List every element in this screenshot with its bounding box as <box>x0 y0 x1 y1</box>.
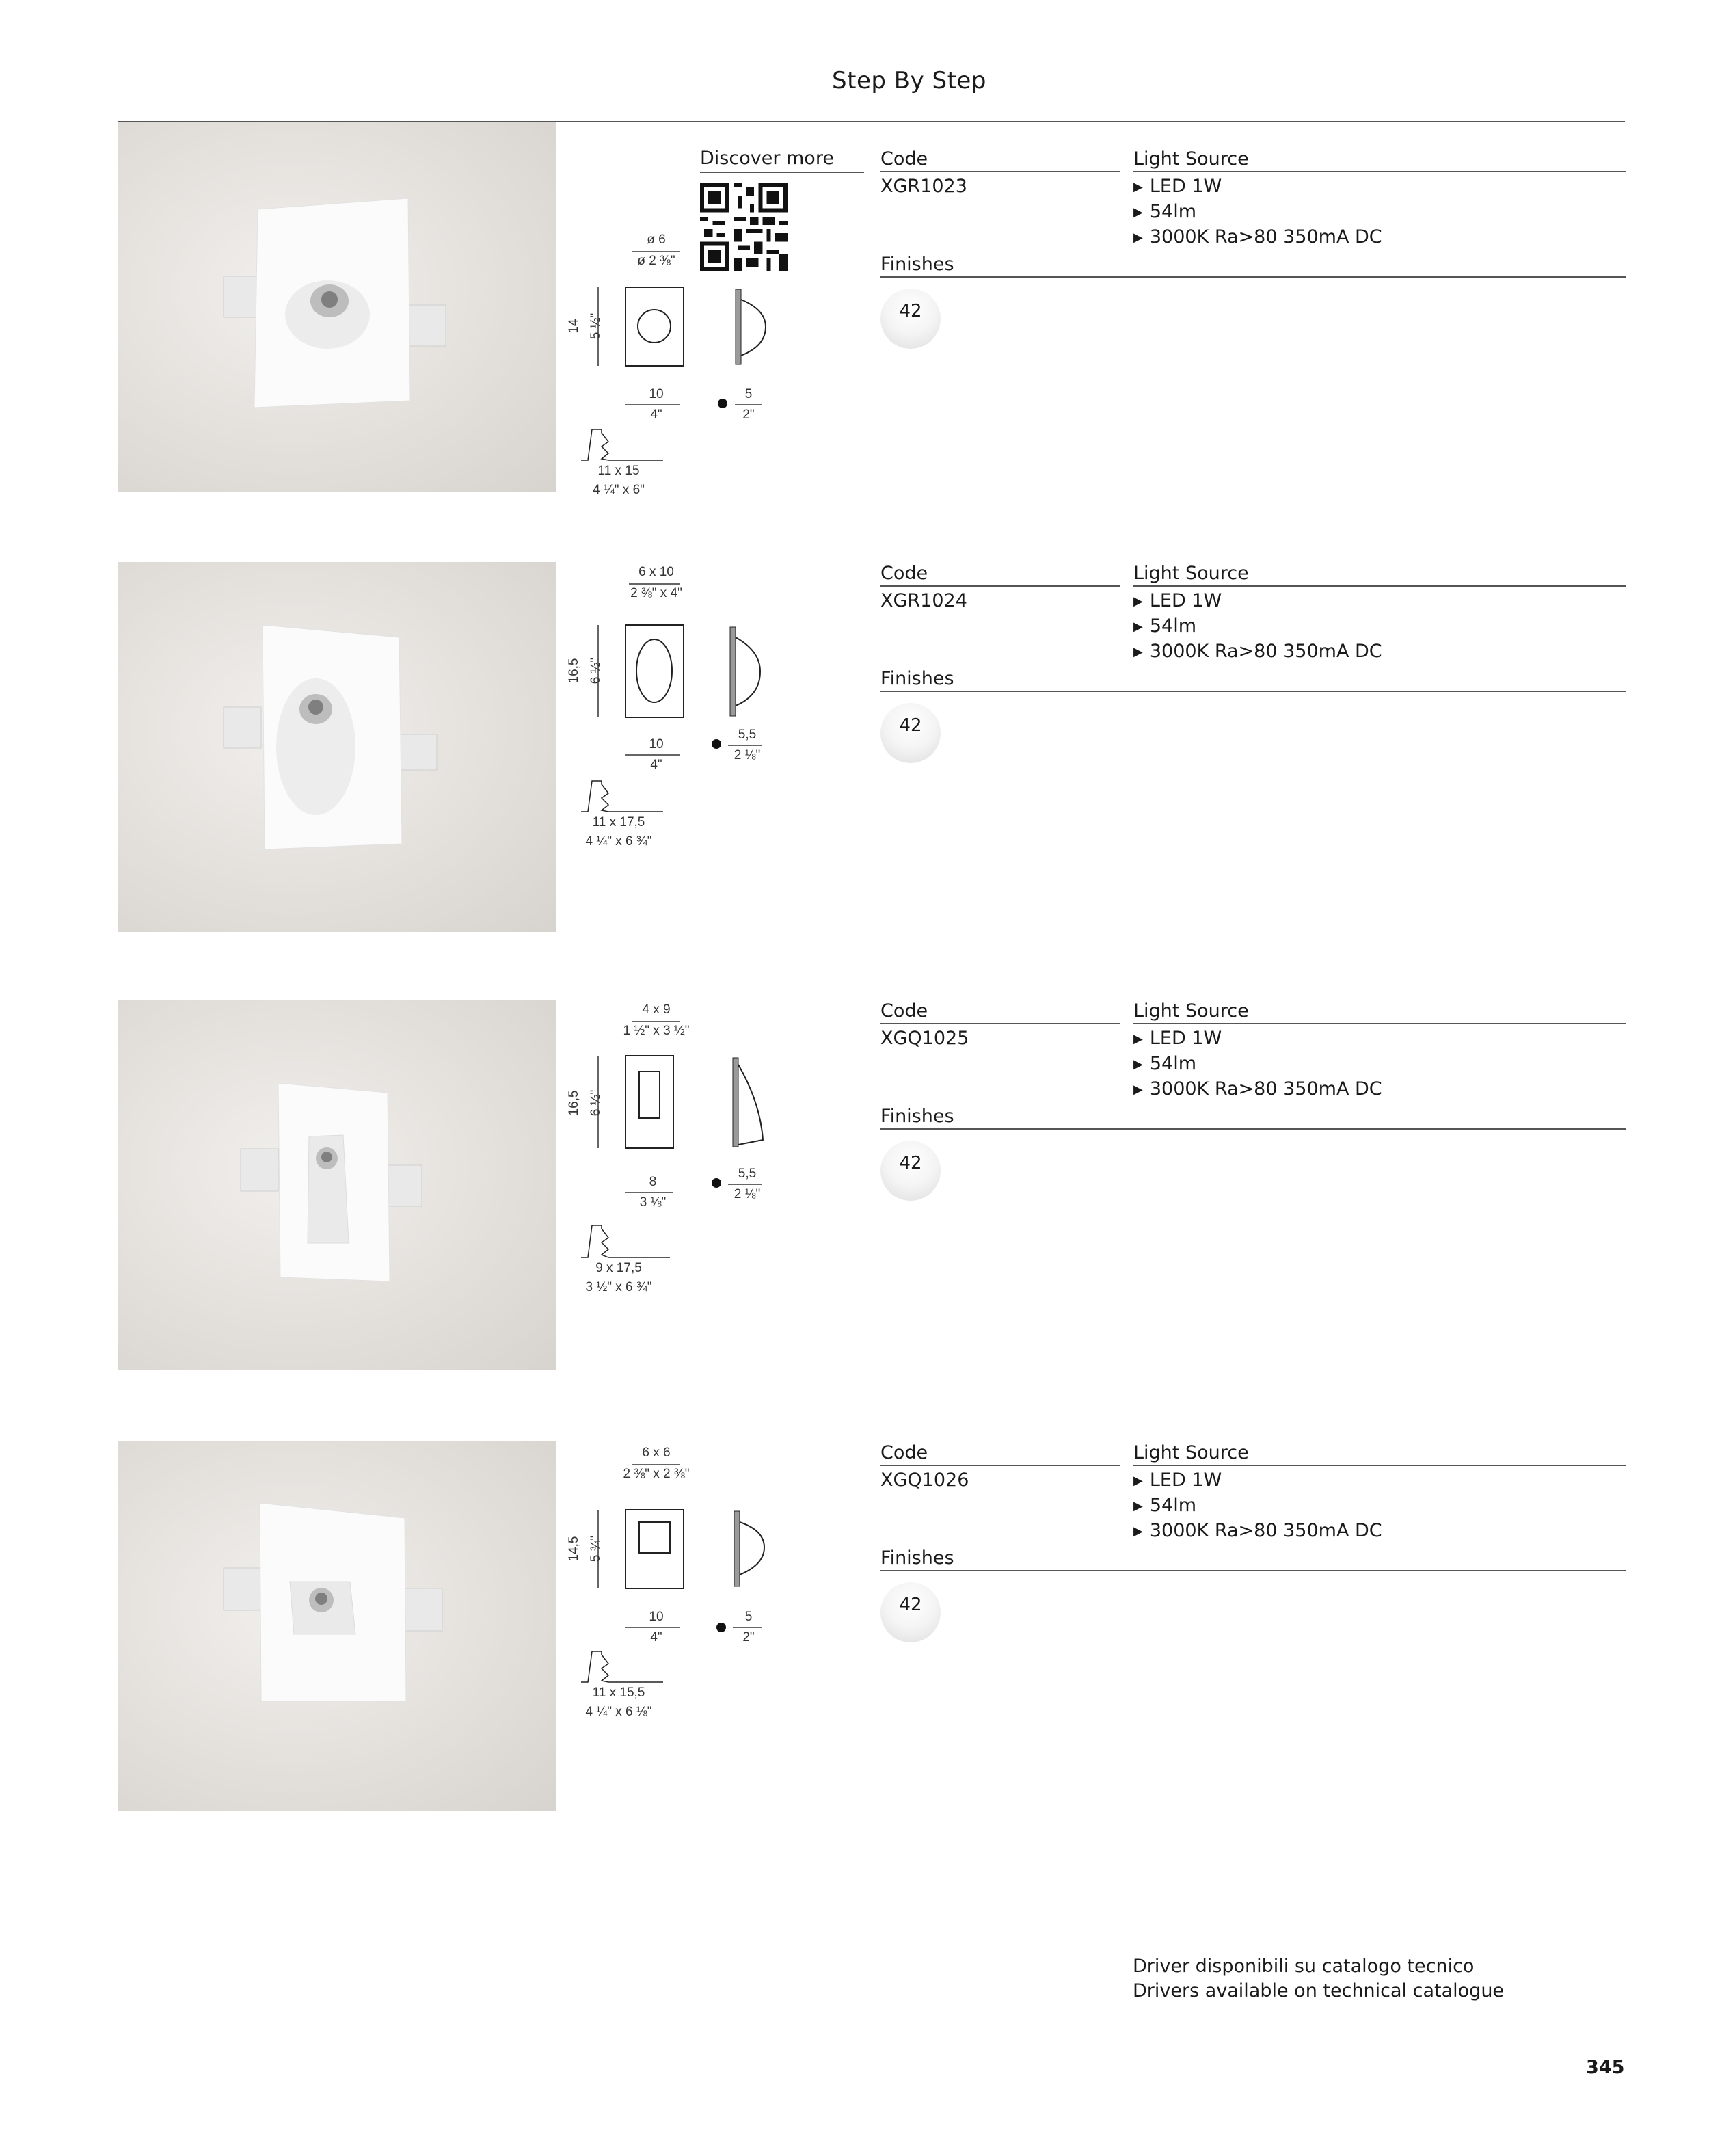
projection-in: 2" <box>742 408 755 422</box>
driver-note-en: Drivers available on technical catalogue <box>1133 1980 1505 2001</box>
cutout-cm: 11 x 15 <box>597 464 640 478</box>
code-header: Code <box>880 1000 928 1022</box>
depth-cm: 10 <box>649 387 664 401</box>
light-source-header: Light Source <box>1133 1000 1249 1022</box>
depth-in: 3 ⅛" <box>639 1195 667 1210</box>
finishes-header: Finishes <box>880 1547 954 1569</box>
product-photo <box>118 1000 556 1370</box>
code-rule <box>880 171 1120 172</box>
spec-item: ▶ LED 1W <box>1133 1028 1222 1049</box>
product-photo <box>118 562 556 932</box>
finishes-section <box>880 667 1626 736</box>
finishes-header: Finishes <box>880 668 954 689</box>
cutout-in: 4 ¼" x 6" <box>593 483 645 497</box>
width-in: 2 ⅜" x 2 ⅜" <box>623 1467 690 1481</box>
discover-more-label[interactable]: Discover more <box>700 148 834 169</box>
bullet-arrow-icon: ▶ <box>1133 1474 1143 1488</box>
projection-cm: 5,5 <box>738 1167 757 1181</box>
finishes-rule <box>880 1570 1626 1571</box>
spec-item: ▶ 3000K Ra>80 350mA DC <box>1133 1078 1382 1100</box>
cutout-in: 4 ¼" x 6 ⅛" <box>585 1705 652 1719</box>
page-title: Step By Step <box>832 67 986 94</box>
code-header: Code <box>880 148 928 170</box>
technical-drawings <box>567 1000 854 1410</box>
code-header: Code <box>880 563 928 584</box>
driver-note <box>1133 1954 1504 2004</box>
light-source-header: Light Source <box>1133 148 1249 170</box>
code-header: Code <box>880 1442 928 1463</box>
technical-drawings <box>567 1441 854 1852</box>
finish-swatch[interactable]: 42 <box>880 1141 941 1201</box>
cutout-in: 4 ¼" x 6 ¾" <box>585 834 652 849</box>
finishes-rule <box>880 1128 1626 1130</box>
bullet-arrow-icon: ▶ <box>1133 1499 1143 1513</box>
spec-item: ▶ 54lm <box>1133 1053 1197 1074</box>
bullet-arrow-icon: ▶ <box>1133 230 1143 245</box>
depth-in: 4" <box>650 1630 662 1645</box>
light-source-rule <box>1133 171 1626 172</box>
bullet-arrow-icon: ▶ <box>1133 620 1143 634</box>
light-source-header: Light Source <box>1133 563 1249 584</box>
code-column <box>880 562 1120 613</box>
bullet-arrow-icon: ▶ <box>1133 1032 1143 1046</box>
projection-cm: 5,5 <box>738 728 757 742</box>
depth-cm: 10 <box>649 737 664 751</box>
bullet-arrow-icon: ▶ <box>1133 180 1143 194</box>
light-source-column <box>1133 562 1626 665</box>
code-rule <box>880 585 1120 587</box>
height-in: 5 ½" <box>589 312 603 340</box>
finishes-rule <box>880 691 1626 692</box>
code-rule <box>880 1465 1120 1466</box>
driver-note-it: Driver disponibili su catalogo tecnico <box>1133 1956 1475 1977</box>
height-cm: 16,5 <box>567 1090 581 1116</box>
light-source-column <box>1133 148 1626 251</box>
width-in: 2 ⅜" x 4" <box>630 586 682 600</box>
discover-more-rule <box>700 172 864 173</box>
finishes-section <box>880 253 1626 321</box>
technical-drawings <box>567 562 854 972</box>
cutout-cm: 9 x 17,5 <box>595 1261 642 1275</box>
discover-more[interactable] <box>700 148 864 173</box>
light-source-rule <box>1133 1023 1626 1024</box>
bullet-arrow-icon: ▶ <box>1133 645 1143 659</box>
qr-code-icon[interactable] <box>700 183 788 271</box>
height-cm: 14 <box>567 319 581 334</box>
product-code: XGR1024 <box>880 590 967 611</box>
spec-item: ▶ LED 1W <box>1133 590 1222 611</box>
spec-item: ▶ 54lm <box>1133 201 1197 222</box>
cutout-cm: 11 x 15,5 <box>592 1686 645 1700</box>
light-source-rule <box>1133 1465 1626 1466</box>
light-source-column <box>1133 1000 1626 1103</box>
projection-in: 2 ⅛" <box>734 1187 761 1201</box>
finish-swatch[interactable]: 42 <box>880 1582 941 1642</box>
depth-cm: 8 <box>649 1175 657 1189</box>
code-rule <box>880 1023 1120 1024</box>
depth-in: 4" <box>650 408 662 422</box>
code-column <box>880 1000 1120 1050</box>
product-code: XGQ1026 <box>880 1469 969 1491</box>
bullet-arrow-icon: ▶ <box>1133 1082 1143 1097</box>
product-code: XGQ1025 <box>880 1028 969 1049</box>
projection-cm: 5 <box>744 387 753 401</box>
width-cm: ø 6 <box>647 232 666 247</box>
finishes-section <box>880 1547 1626 1615</box>
width-cm: 6 x 6 <box>642 1446 671 1460</box>
cutout-in: 3 ½" x 6 ¾" <box>585 1280 652 1294</box>
spec-item: ▶ 3000K Ra>80 350mA DC <box>1133 641 1382 662</box>
page-number: 345 <box>1586 2057 1625 2078</box>
cutout-cm: 11 x 17,5 <box>592 815 645 829</box>
bullet-arrow-icon: ▶ <box>1133 1057 1143 1072</box>
light-source-header: Light Source <box>1133 1442 1249 1463</box>
depth-cm: 10 <box>649 1610 664 1624</box>
width-in: ø 2 ⅜" <box>637 254 675 268</box>
spec-item: ▶ 54lm <box>1133 1495 1197 1516</box>
projection-cm: 5 <box>744 1610 753 1624</box>
finishes-header: Finishes <box>880 254 954 275</box>
bullet-arrow-icon: ▶ <box>1133 205 1143 219</box>
finishes-rule <box>880 276 1626 278</box>
finish-swatch[interactable]: 42 <box>880 289 941 349</box>
projection-in: 2 ⅛" <box>734 748 761 762</box>
product-photo <box>118 122 556 492</box>
width-in: 1 ½" x 3 ½" <box>623 1024 690 1038</box>
projection-in: 2" <box>742 1630 755 1645</box>
height-in: 5 ¾" <box>589 1535 603 1562</box>
light-source-rule <box>1133 585 1626 587</box>
light-source-column <box>1133 1441 1626 1545</box>
height-in: 6 ½" <box>589 1089 603 1117</box>
height-in: 6 ½" <box>589 657 603 684</box>
height-cm: 16,5 <box>567 658 581 684</box>
product-photo <box>118 1441 556 1811</box>
width-cm: 4 x 9 <box>642 1002 671 1017</box>
spec-item: ▶ 3000K Ra>80 350mA DC <box>1133 226 1382 248</box>
finishes-header: Finishes <box>880 1106 954 1127</box>
finishes-section <box>880 1105 1626 1173</box>
finish-swatch[interactable]: 42 <box>880 703 941 763</box>
bullet-arrow-icon: ▶ <box>1133 1524 1143 1539</box>
spec-item: ▶ LED 1W <box>1133 1469 1222 1491</box>
product-code: XGR1023 <box>880 176 967 197</box>
height-cm: 14,5 <box>567 1536 581 1562</box>
code-column <box>880 148 1120 198</box>
bullet-arrow-icon: ▶ <box>1133 594 1143 609</box>
spec-item: ▶ 3000K Ra>80 350mA DC <box>1133 1520 1382 1541</box>
width-cm: 6 x 10 <box>638 565 674 579</box>
code-column <box>880 1441 1120 1492</box>
depth-in: 4" <box>650 758 662 772</box>
spec-item: ▶ LED 1W <box>1133 176 1222 197</box>
spec-item: ▶ 54lm <box>1133 615 1197 637</box>
